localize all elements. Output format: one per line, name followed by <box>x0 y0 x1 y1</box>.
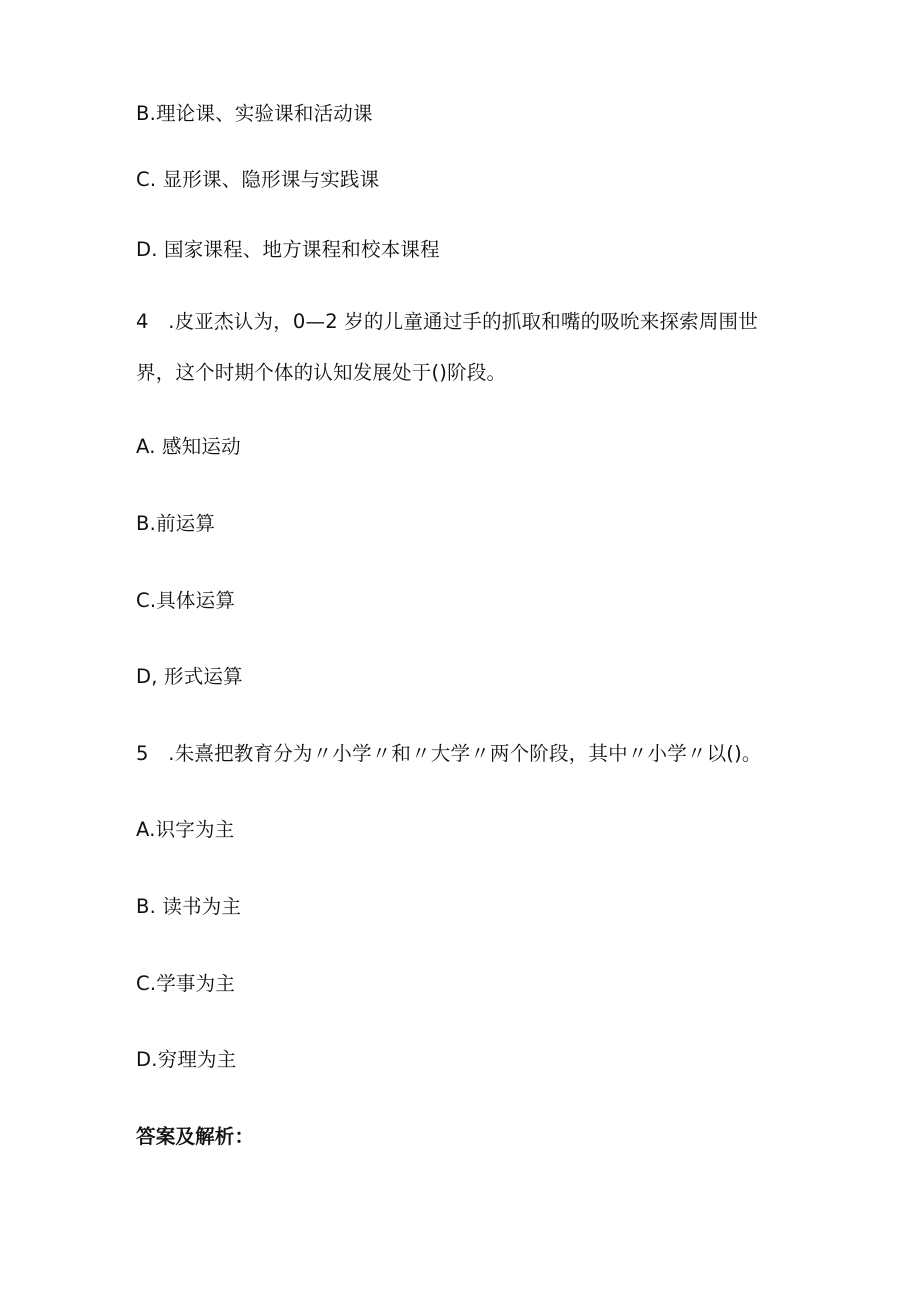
q4-option-a: A. 感知运动 <box>136 435 241 458</box>
q4-stem-line2: 界，这个时期个体的认知发展处于()阶段。 <box>136 361 507 384</box>
answer-heading: 答案及解析： <box>136 1125 255 1148</box>
q5-option-c: C.学事为主 <box>136 972 236 995</box>
q3-option-c: C. 显形课、隐形课与实践课 <box>136 168 380 191</box>
q3-option-b: B.理论课、实验课和活动课 <box>136 102 373 125</box>
q4-stem-line1: 4 .皮亚杰认为，0—2 岁的儿童通过手的抓取和嘴的吸吮来探索周围世 <box>136 310 758 333</box>
q5-stem: 5 .朱熹把教育分为〃小学〃和〃大学〃两个阶段，其中〃小学〃以()。 <box>136 742 762 765</box>
q3-option-d: D. 国家课程、地方课程和校本课程 <box>136 238 440 261</box>
q4-option-c: C.具体运算 <box>136 589 236 612</box>
q4-option-d: D, 形式运算 <box>136 665 243 688</box>
q4-option-b: B.前运算 <box>136 512 216 535</box>
q5-option-b: B. 读书为主 <box>136 895 242 918</box>
q5-option-d: D.穷理为主 <box>136 1048 237 1071</box>
q5-option-a: A.识字为主 <box>136 818 235 841</box>
